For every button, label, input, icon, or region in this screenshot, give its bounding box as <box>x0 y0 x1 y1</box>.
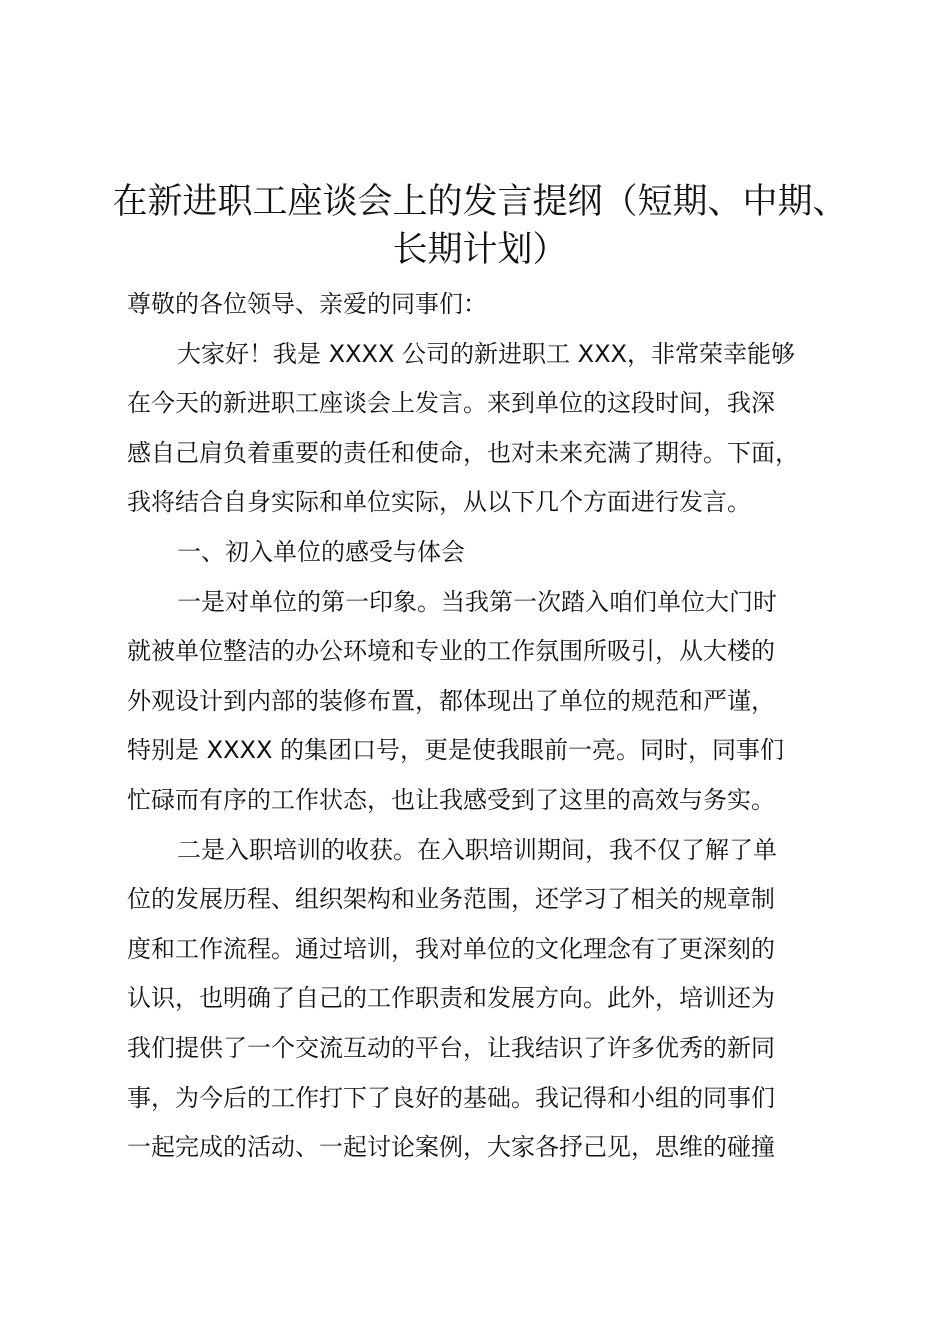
paragraph-line: 一是对单位的第一印象。当我第一次踏入咱们单位大门时 <box>177 587 777 616</box>
document-title <box>110 178 850 274</box>
paragraph-training <box>127 826 857 1173</box>
paragraph-line: 事，为今后的工作打下了良好的基础。我记得和小组的同事们 <box>127 1083 775 1112</box>
section-heading-1 <box>127 528 857 578</box>
title-line-2: 长期计划） <box>392 230 568 270</box>
section-heading: 一、初入单位的感受与体会 <box>177 537 465 566</box>
paragraph-line: 忙碌而有序的工作状态，也让我感受到了这里的高效与务实。 <box>127 785 775 814</box>
paragraph-greeting <box>127 330 857 528</box>
salutation: 尊敬的各位领导、亲爱的同事们： <box>127 290 487 318</box>
paragraph-line: 认识，也明确了自己的工作职责和发展方向。此外，培训还为 <box>127 984 775 1013</box>
paragraph-line: 我们提供了一个交流互动的平台，让我结识了许多优秀的新同 <box>127 1033 775 1062</box>
paragraph-line: 大家好！我是 XXXX 公司的新进职工 XXX，非常荣幸能够 <box>177 339 795 368</box>
paragraph-first-impression <box>127 578 857 826</box>
title-line-1: 在新进职工座谈会上的发言提纲（短期、中期、 <box>112 182 848 222</box>
paragraph-line: 就被单位整洁的办公环境和专业的工作氛围所吸引，从大楼的 <box>127 637 775 666</box>
paragraph-line: 外观设计到内部的装修布置，都体现出了单位的规范和严谨， <box>127 686 775 715</box>
paragraph-line: 位的发展历程、组织架构和业务范围，还学习了相关的规章制 <box>127 885 775 914</box>
paragraph-line: 度和工作流程。通过培训，我对单位的文化理念有了更深刻的 <box>127 934 775 963</box>
paragraph-line: 二是入职培训的收获。在入职培训期间，我不仅了解了单 <box>177 835 777 864</box>
paragraph-line: 特别是 XXXX 的集团口号，更是使我眼前一亮。同时，同事们 <box>127 736 785 765</box>
paragraph-line: 感自己肩负着重要的责任和使命，也对未来充满了期待。下面， <box>127 438 799 467</box>
paragraph-line: 在今天的新进职工座谈会上发言。来到单位的这段时间，我深 <box>127 389 775 418</box>
document-body <box>127 280 857 1173</box>
paragraph-line: 一起完成的活动、一起讨论案例，大家各抒己见，思维的碰撞 <box>127 1133 775 1162</box>
paragraph-line: 我将结合自身实际和单位实际，从以下几个方面进行发言。 <box>127 488 751 517</box>
